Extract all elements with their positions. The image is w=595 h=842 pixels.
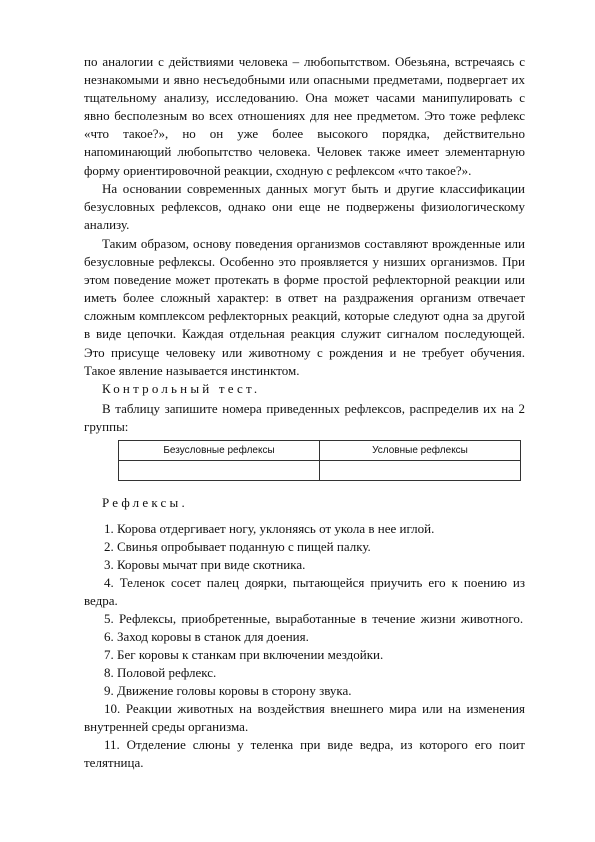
answer-cell-unconditioned[interactable]: [119, 461, 320, 481]
reflex-table: [118, 440, 521, 481]
list-item: 8. Половой рефлекс.: [104, 665, 217, 680]
list-item: 5. Рефлексы, приобретенные, выработанные в течение жизни животного.: [104, 611, 524, 626]
table-answer-row: [119, 461, 521, 481]
test-instruction: В таблицу запишите номера приведенных рефлексов, распределив их на 2 группы:: [84, 401, 525, 435]
header-conditioned: Условные рефлексы: [320, 441, 521, 461]
list-item: 9. Движение головы коровы в сторону звука.: [104, 683, 352, 698]
list-item: 2. Свинья опробывает поданную с пищей палку.: [104, 539, 371, 554]
list-item: 10. Реакции животных на воздействия внешнего мира или на изменения внутренней среды организма.: [84, 701, 525, 734]
table-header-row: [119, 441, 521, 461]
list-item: 4. Теленок сосет палец доярки, пытающейся приучить его к поению из ведра.: [84, 575, 525, 608]
list-item: 7. Бег коровы к станкам при включении мездойки.: [104, 647, 384, 662]
answer-cell-conditioned[interactable]: [320, 461, 521, 481]
paragraph-classifications: На основании современных данных могут быть и другие классификации безусловных рефлексов, однако они еще не подвержены физиологическому анализу.: [84, 181, 525, 233]
paragraph-curiosity: по аналогии с действиями человека – любопытством. Обезьяна, встречаясь с незнакомыми и явно несъедобными или опасными предметами, подвергает их тщательному анализу, исследованию. Она может часами манипулировать с явно бесполезным во всех отношениях для нее предметом. Это тоже рефлекс «что такое?», но он уже более высокого порядка, действительно напоминающий любопытство человека. Человек также имеет элементарную форму ориентировочной реакции, сходную с рефлексом «что такое?».: [84, 54, 525, 178]
list-item: 6. Заход коровы в станок для доения.: [104, 629, 309, 644]
test-heading: Контрольный тест.: [102, 381, 261, 396]
list-item: 1. Корова отдергивает ногу, уклоняясь от укола в нее иглой.: [104, 521, 435, 536]
header-unconditioned: Безусловные рефлексы: [119, 441, 320, 461]
list-item: 3. Коровы мычат при виде скотника.: [104, 557, 306, 572]
reflexes-heading: Рефлексы.: [102, 495, 188, 510]
paragraph-instinct: Таким образом, основу поведения организмов составляют врожденные или безусловные рефлексы. Особенно это проявляется у низших организмов. При этом поведение может протекать в форме простой рефлекторной реакции или иметь более сложный характер: в ответ на раздражения организм отвечает сложным комплексом рефлекторных реакций, которые следуют одна за другой в виде цепочки. Каждая отдельная реакция служит сигналом последующей. Это присуще человеку или животному с рождения и не требует обучения. Такое явление называется инстинктом.: [84, 236, 525, 378]
list-item: 11. Отделение слюны у теленка при виде ведра, из которого его поит телятница.: [84, 737, 525, 770]
